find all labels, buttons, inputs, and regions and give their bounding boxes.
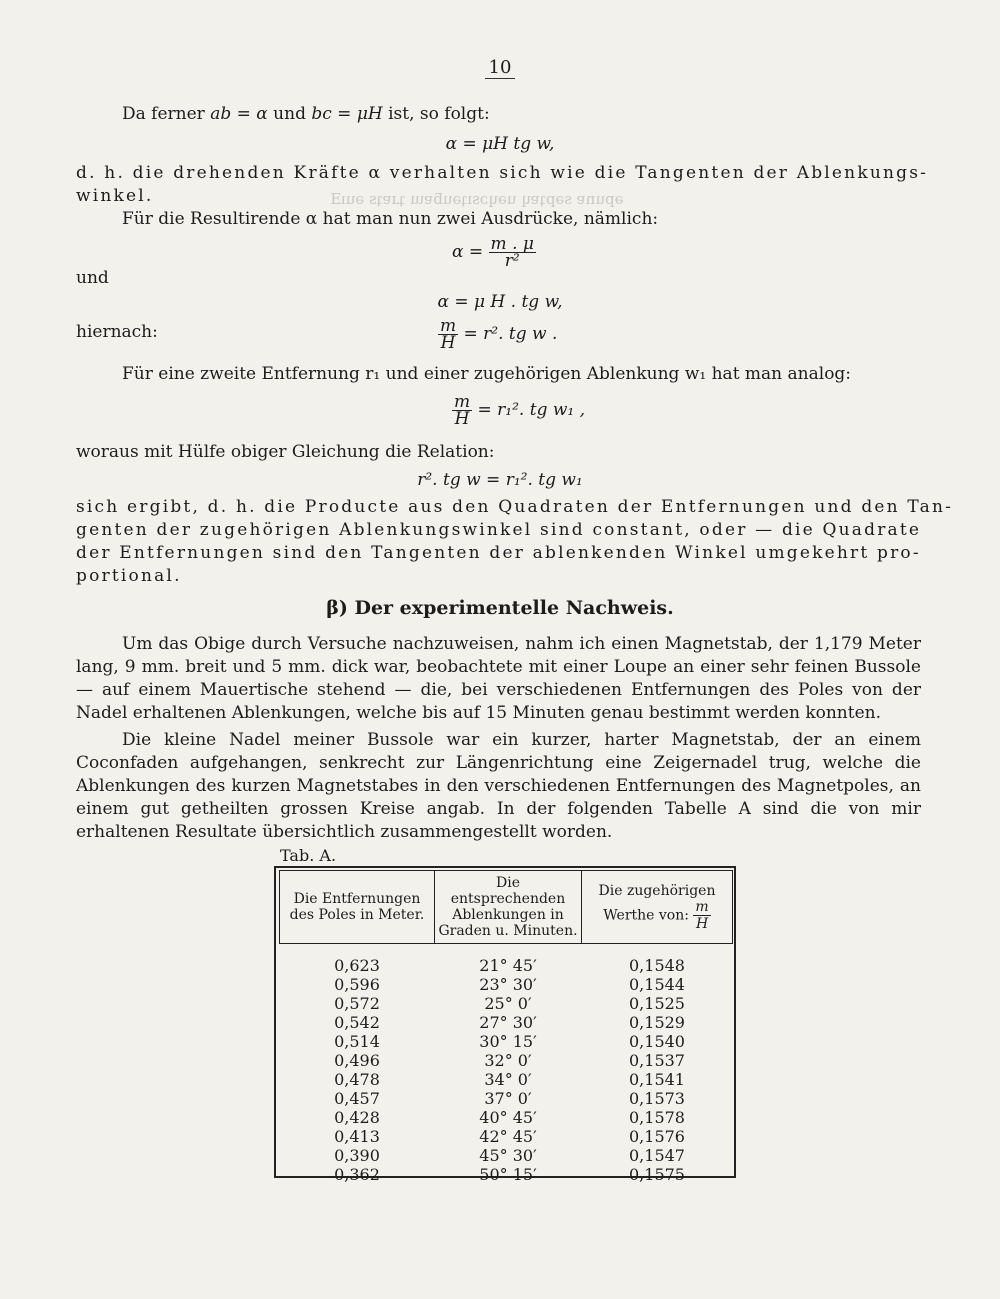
conclusion-line-4: portional. bbox=[76, 566, 182, 586]
expr-ab: ab = α bbox=[210, 104, 268, 124]
conclusion-line-1: sich ergibt, d. h. die Producte aus den Quadraten der Entfernungen und den Tan- bbox=[76, 497, 954, 517]
eq2-lhs: α = bbox=[452, 242, 484, 262]
cell-distance: 0,390 bbox=[334, 1146, 380, 1165]
cell-distance: 0,457 bbox=[334, 1089, 380, 1108]
header-frac-denominator: H bbox=[695, 915, 709, 932]
cell-deflection: 45° 30′ bbox=[479, 1146, 537, 1165]
cell-deflection: 23° 30′ bbox=[479, 975, 537, 994]
eq4-rhs: = r². tg w . bbox=[463, 324, 558, 344]
dh-line: d. h. die drehenden Kräfte α verhalten sich wie die Tangenten der Ablenkungs- bbox=[76, 163, 929, 183]
resultant-line: Für die Resultirende α hat man nun zwei Ausdrücke, nämlich: bbox=[122, 209, 659, 229]
equation-3: α = μ H . tg w, bbox=[437, 292, 563, 312]
cell-value: 0,1578 bbox=[629, 1108, 685, 1127]
conclusion-line-2: genten der zugehörigen Ablenkungswinkel sind constant, oder — die Quadrate bbox=[76, 520, 922, 540]
eq5-rhs: = r₁². tg w₁ , bbox=[477, 400, 586, 420]
text: Da ferner bbox=[122, 104, 205, 124]
table-row bbox=[280, 1032, 733, 1051]
eq2-denominator: r² bbox=[504, 251, 520, 271]
expr-bc: bc = μH bbox=[311, 104, 383, 124]
second-distance-line: Für eine zweite Entfernung r₁ und einer zugehörigen Ablenkung w₁ hat man analog: bbox=[122, 364, 852, 384]
eq5-numerator: m bbox=[454, 392, 471, 412]
table-row bbox=[280, 975, 733, 994]
eq4-numerator: m bbox=[440, 316, 457, 336]
cell-value: 0,1529 bbox=[629, 1013, 685, 1032]
cell-value: 0,1540 bbox=[629, 1032, 685, 1051]
cell-deflection: 21° 45′ bbox=[479, 956, 537, 975]
cell-deflection: 37° 0′ bbox=[484, 1089, 532, 1108]
header-values-fraction bbox=[693, 899, 710, 932]
und-label: und bbox=[76, 268, 109, 288]
equation-4 bbox=[438, 318, 557, 351]
cell-deflection: 50° 15′ bbox=[479, 1165, 537, 1184]
table-row bbox=[280, 1127, 733, 1146]
paragraph-2: Die kleine Nadel meiner Bussole war ein kurzer, harter Magnetstab, der an einem Coconfaden aufgehangen, senkrecht zur Längenrichtung eine Zeigernadel trug, welche die Ablenkungen des kurzen Magnetstabes in den verschiedenen Entfernungen des Magnetpoles, an einem gut getheilten grossen Kreise angab. In der folgenden Tabelle A sind die von mir erhaltenen Resultate übersichtlich zusammengestellt worden. bbox=[76, 730, 921, 842]
cell-distance: 0,362 bbox=[334, 1165, 380, 1184]
table-row bbox=[280, 1146, 733, 1165]
table-row bbox=[280, 994, 733, 1013]
cell-distance: 0,596 bbox=[334, 975, 380, 994]
cell-deflection: 32° 0′ bbox=[484, 1051, 532, 1070]
cell-distance: 0,496 bbox=[334, 1051, 380, 1070]
table-caption: Tab. A. bbox=[280, 846, 337, 865]
cell-distance: 0,572 bbox=[334, 994, 380, 1013]
table-header-row bbox=[280, 871, 733, 944]
cell-value: 0,1576 bbox=[629, 1127, 685, 1146]
eq4-fraction bbox=[438, 318, 458, 351]
cell-distance: 0,478 bbox=[334, 1070, 380, 1089]
cell-value: 0,1541 bbox=[629, 1070, 685, 1089]
cell-value: 0,1544 bbox=[629, 975, 685, 994]
cell-distance: 0,542 bbox=[334, 1013, 380, 1032]
eq4-denominator: H bbox=[440, 333, 456, 353]
intro-line bbox=[122, 104, 490, 124]
table-row bbox=[280, 1051, 733, 1070]
paragraph-1: Um das Obige durch Versuche nachzuweisen, nahm ich einen Magnetstab, der 1,179 Meter lang, 9 mm. breit und 5 mm. dick war, beobachtete mit einer Loupe an einer sehr feinen Bussole — auf einem Mauertische stehend — die, bei verschiedenen Entfernungen des Poles von der Nadel erhaltenen Ablenkungen, welche bis auf 15 Minuten genau bestimmt werden konnten. bbox=[76, 634, 921, 723]
cell-value: 0,1548 bbox=[629, 956, 685, 975]
page-number: 10 bbox=[0, 58, 1000, 78]
table-row bbox=[280, 1165, 733, 1184]
cell-distance: 0,413 bbox=[334, 1127, 380, 1146]
conclusion-line-3: der Entfernungen sind den Tangenten der ablenkenden Winkel umgekehrt pro- bbox=[76, 543, 921, 563]
cell-value: 0,1573 bbox=[629, 1089, 685, 1108]
section-heading: β) Der experimentelle Nachweis. bbox=[326, 597, 674, 619]
header-deflection: Die entsprechenden Ablenkungen in Graden u. Minuten. bbox=[435, 871, 582, 944]
eq2-numerator: m . μ bbox=[490, 234, 534, 254]
table-row bbox=[280, 1108, 733, 1127]
header-values bbox=[582, 871, 733, 944]
cell-value: 0,1547 bbox=[629, 1146, 685, 1165]
cell-deflection: 25° 0′ bbox=[484, 994, 532, 1013]
results-table bbox=[279, 870, 733, 1184]
header-distance: Die Entfernungen des Poles in Meter. bbox=[280, 871, 435, 944]
cell-distance: 0,428 bbox=[334, 1108, 380, 1127]
bleed-through-text bbox=[330, 190, 624, 208]
table-row bbox=[280, 1070, 733, 1089]
header-values-label: Die zugehörigen Werthe von: bbox=[598, 882, 716, 923]
cell-distance: 0,514 bbox=[334, 1032, 380, 1051]
cell-value: 0,1537 bbox=[629, 1051, 685, 1070]
cell-value: 0,1525 bbox=[629, 994, 685, 1013]
bleed-through-glyphs: ǝpunɐ sǝpʇɐɥ uǝɥɔsıʇǝuƃɐɯ ʇɹɐʇs ǝuıƎ bbox=[330, 190, 624, 208]
equation-1: α = μH tg w, bbox=[445, 134, 555, 154]
hiernach-label: hiernach: bbox=[76, 322, 158, 342]
relation-line: woraus mit Hülfe obiger Gleichung die Relation: bbox=[76, 442, 495, 462]
eq5-fraction bbox=[452, 394, 472, 427]
table-row bbox=[280, 1089, 733, 1108]
header-frac-numerator: m bbox=[695, 898, 709, 915]
cell-deflection: 42° 45′ bbox=[479, 1127, 537, 1146]
table-body bbox=[280, 944, 733, 1185]
cell-deflection: 30° 15′ bbox=[479, 1032, 537, 1051]
eq5-denominator: H bbox=[454, 409, 470, 429]
eq2-fraction bbox=[489, 236, 536, 269]
equation-2 bbox=[452, 236, 536, 269]
dh-line-2: winkel. bbox=[76, 186, 154, 206]
cell-deflection: 34° 0′ bbox=[484, 1070, 532, 1089]
text: ist, so folgt: bbox=[388, 104, 490, 124]
equation-5 bbox=[452, 394, 585, 427]
table-row bbox=[280, 944, 733, 976]
cell-deflection: 27° 30′ bbox=[479, 1013, 537, 1032]
cell-distance: 0,623 bbox=[334, 956, 380, 975]
table-row bbox=[280, 1013, 733, 1032]
cell-deflection: 40° 45′ bbox=[479, 1108, 537, 1127]
text: und bbox=[273, 104, 306, 124]
equation-6: r². tg w = r₁². tg w₁ bbox=[417, 470, 583, 490]
cell-value: 0,1575 bbox=[629, 1165, 685, 1184]
